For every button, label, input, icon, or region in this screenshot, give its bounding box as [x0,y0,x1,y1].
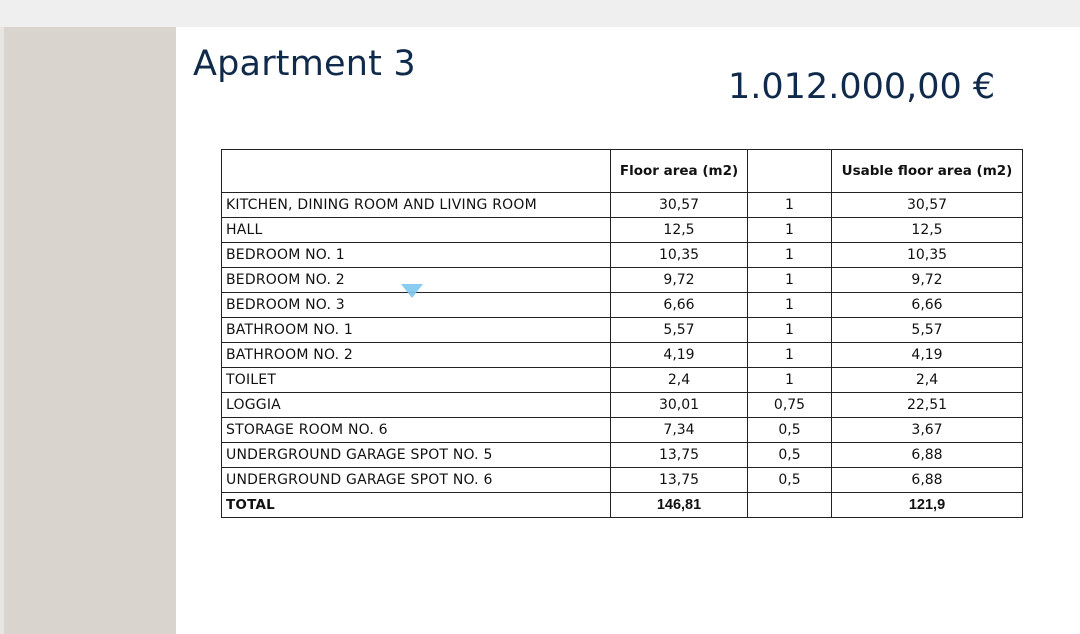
room-name-cell: TOILET [222,368,611,393]
factor-cell: 1 [748,243,832,268]
usable-area-cell: 6,88 [832,468,1023,493]
floor-area-cell: 13,75 [611,468,748,493]
table-row [222,193,1023,218]
floor-area-cell: 30,57 [611,193,748,218]
table-row [222,368,1023,393]
usable-area-cell: 2,4 [832,368,1023,393]
room-name-cell: HALL [222,218,611,243]
table-row [222,418,1023,443]
page-side-band [4,27,176,634]
room-name-cell: UNDERGROUND GARAGE SPOT NO. 5 [222,443,611,468]
factor-cell: 1 [748,318,832,343]
usable-area-cell: 3,67 [832,418,1023,443]
floor-area-cell: 5,57 [611,318,748,343]
factor-cell: 1 [748,368,832,393]
floor-area-cell: 30,01 [611,393,748,418]
table-row [222,268,1023,293]
room-name-cell: BEDROOM NO. 1 [222,243,611,268]
header-room [222,150,611,193]
factor-cell: 1 [748,218,832,243]
price-value: 1.012.000,00 € [728,67,996,107]
header-floor-area: Floor area (m2) [611,150,748,193]
table-row [222,393,1023,418]
floor-area-cell: 7,34 [611,418,748,443]
floor-area-cell: 2,4 [611,368,748,393]
room-name-cell: LOGGIA [222,393,611,418]
factor-cell: 1 [748,343,832,368]
factor-cell: 0,5 [748,443,832,468]
page-title: Apartment 3 [193,44,416,84]
floor-area-cell: 13,75 [611,443,748,468]
floor-area-cell: 10,35 [611,243,748,268]
usable-area-cell: 30,57 [832,193,1023,218]
floor-area-table [221,149,1023,518]
factor-cell: 0,5 [748,418,832,443]
usable-area-cell: 4,19 [832,343,1023,368]
floor-area-cell: 12,5 [611,218,748,243]
usable-area-cell: 5,57 [832,318,1023,343]
room-name-cell: KITCHEN, DINING ROOM AND LIVING ROOM [222,193,611,218]
table-row [222,243,1023,268]
factor-cell: 1 [748,293,832,318]
room-name-cell: STORAGE ROOM NO. 6 [222,418,611,443]
usable-area-cell: 12,5 [832,218,1023,243]
table-row [222,343,1023,368]
table-header-row [222,150,1023,193]
table-row [222,468,1023,493]
triangle-down-icon [401,284,423,298]
header-usable-area: Usable floor area (m2) [832,150,1023,193]
room-name-cell: BATHROOM NO. 2 [222,343,611,368]
usable-area-cell: 6,88 [832,443,1023,468]
table-row [222,293,1023,318]
usable-area-cell: 22,51 [832,393,1023,418]
floor-area-cell: 4,19 [611,343,748,368]
usable-area-cell: 6,66 [832,293,1023,318]
table-row [222,218,1023,243]
usable-area-cell: 10,35 [832,243,1023,268]
floor-area-cell: 6,66 [611,293,748,318]
viewer-top-strip [0,0,1080,27]
room-name-cell: UNDERGROUND GARAGE SPOT NO. 6 [222,468,611,493]
total-label: TOTAL [222,493,611,518]
floor-area-cell: 9,72 [611,268,748,293]
factor-cell: 1 [748,193,832,218]
total-floor-area: 146,81 [611,493,748,518]
table-row [222,318,1023,343]
room-name-cell: BEDROOM NO. 2 [222,268,611,293]
total-usable-area: 121,9 [832,493,1023,518]
table-row [222,443,1023,468]
usable-area-cell: 9,72 [832,268,1023,293]
total-factor [748,493,832,518]
room-name-cell: BATHROOM NO. 1 [222,318,611,343]
room-name-cell: BEDROOM NO. 3 [222,293,611,318]
factor-cell: 0,75 [748,393,832,418]
factor-cell: 1 [748,268,832,293]
header-factor [748,150,832,193]
table-total-row [222,493,1023,518]
factor-cell: 0,5 [748,468,832,493]
